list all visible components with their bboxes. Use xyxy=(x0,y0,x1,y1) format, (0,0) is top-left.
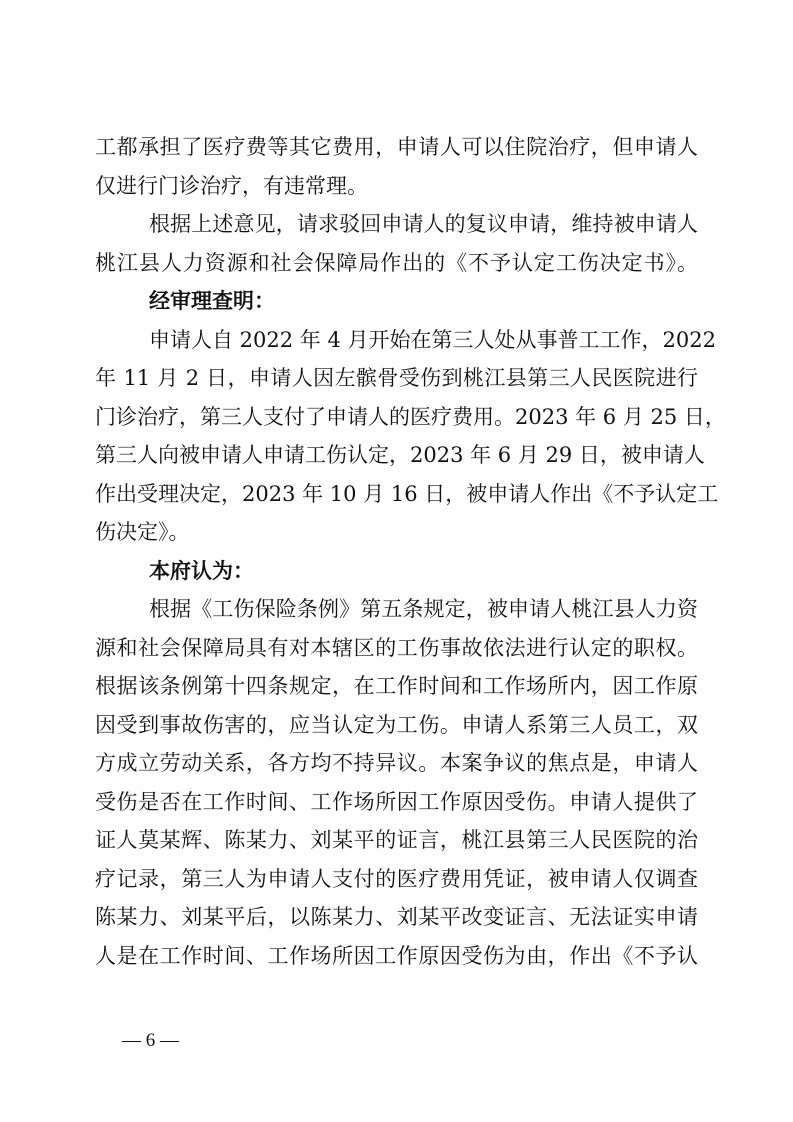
text-line: 受伤是否在工作时间、工作场所因工作原因受伤。申请人提供了 xyxy=(95,789,698,814)
document-body xyxy=(95,128,726,975)
text-line: 根据上述意见，请求驳回申请人的复议申请，维持被申请人 xyxy=(149,212,698,236)
text-line: 作出受理决定，2023 年 10 月 16 日，被申请人作出《不予认定工 xyxy=(95,481,719,506)
text-line: 方成立劳动关系，各方均不持异议。本案争议的焦点是，申请人 xyxy=(95,751,698,775)
text-line: 根据《工伤保险条例》第五条规定，被申请人桃江县人力资 xyxy=(149,597,698,621)
text-line: 仅进行门诊治疗，有违常理。 xyxy=(95,173,368,198)
page-number: — 6 — xyxy=(122,1030,179,1051)
text-line: 证人莫某辉、陈某力、刘某平的证言，桃江县第三人民医院的治 xyxy=(95,828,698,852)
text-line: 源和社会保障局具有对本辖区的工伤事故依法进行认定的职权。 xyxy=(95,635,698,660)
section-heading: 本府认为： xyxy=(149,558,254,583)
text-line: 年 11 月 2 日，申请人因左髌骨受伤到桃江县第三人民医院进行 xyxy=(95,366,698,390)
text-line: 工都承担了医疗费等其它费用，申请人可以住院治疗，但申请人 xyxy=(95,135,698,159)
text-line: 疗记录，第三人为申请人支付的医疗费用凭证，被申请人仅调查 xyxy=(95,866,698,891)
section-heading: 经审理查明： xyxy=(149,289,275,313)
text-line: 因受到事故伤害的，应当认定为工伤。申请人系第三人员工，双 xyxy=(95,712,698,737)
text-line: 陈某力、刘某平后，以陈某力、刘某平改变证言、无法证实申请 xyxy=(95,905,698,929)
text-line: 根据该条例第十四条规定，在工作时间和工作场所内，因工作原 xyxy=(95,674,698,698)
text-line: 人是在工作时间、工作场所因工作原因受伤为由，作出《不予认 xyxy=(95,943,698,968)
text-line: 申请人自 2022 年 4 月开始在第三人处从事普工工作，2022 xyxy=(149,327,716,352)
text-line: 门诊治疗，第三人支付了申请人的医疗费用。2023 年 6 月 25 日， xyxy=(95,404,726,429)
text-line: 桃江县人力资源和社会保障局作出的《不予认定工伤决定书》。 xyxy=(95,250,698,275)
text-line: 伤决定》。 xyxy=(95,520,190,544)
text-line: 第三人向被申请人申请工伤认定，2023 年 6 月 29 日，被申请人 xyxy=(95,443,705,467)
